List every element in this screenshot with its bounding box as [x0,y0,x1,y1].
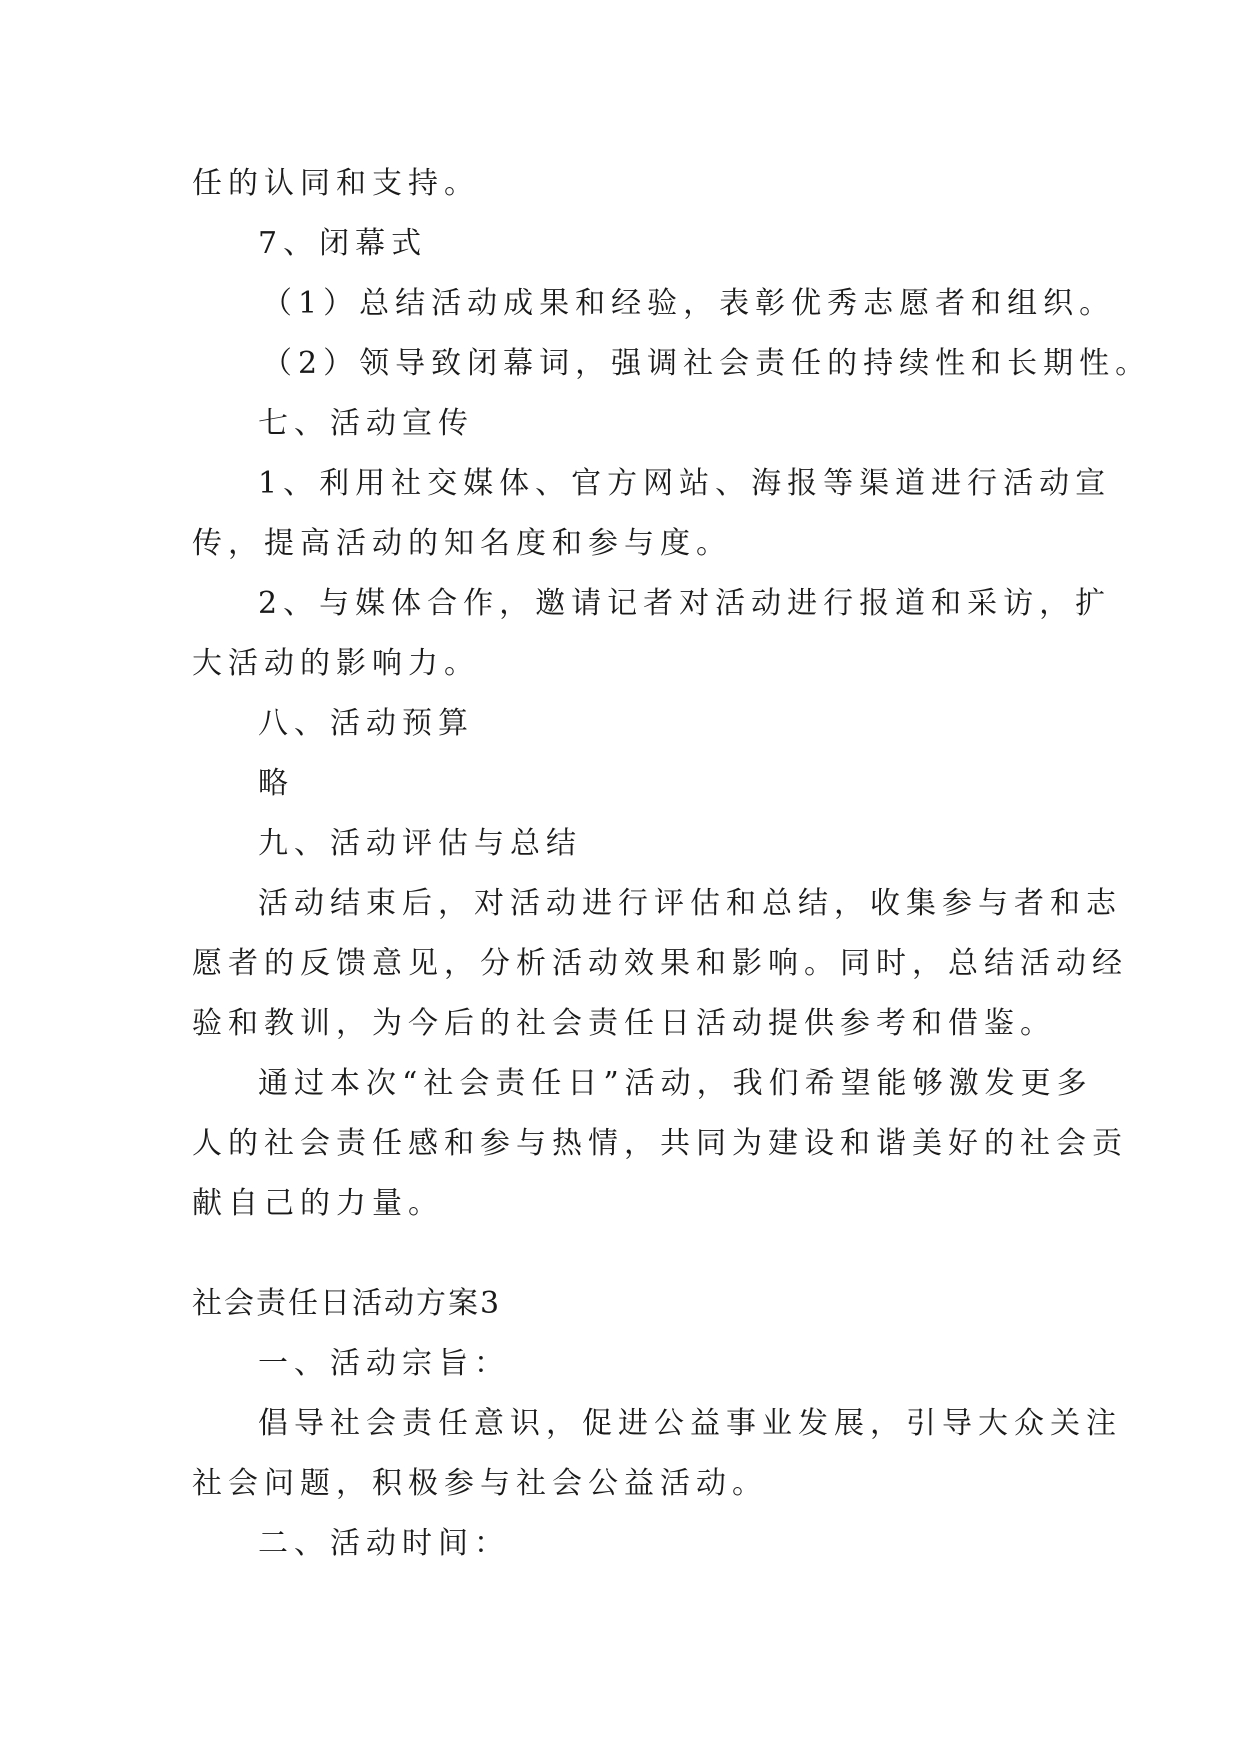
paragraph-line: 大活动的影响力。 [192,646,480,681]
paragraph-line: 人的社会责任感和参与热情，共同为建设和谐美好的社会贡 [192,1126,1128,1161]
list-item: （1）总结活动成果和经验，表彰优秀志愿者和组织。 [262,286,1116,321]
paragraph-line: 活动结束后，对活动进行评估和总结，收集参与者和志 [258,886,1122,921]
paragraph-line: 1、利用社交媒体、官方网站、海报等渠道进行活动宣 [258,466,1112,501]
section-heading: 七、活动宣传 [258,406,474,441]
section-item-heading: 7、闭幕式 [258,226,428,261]
paragraph-line: 验和教训，为今后的社会责任日活动提供参考和借鉴。 [192,1006,1056,1041]
list-item: （2）领导致闭幕词，强调社会责任的持续性和长期性。 [262,346,1152,381]
section-heading: 八、活动预算 [258,706,474,741]
section-heading: 一、活动宗旨： [258,1346,510,1381]
paragraph-line: 传，提高活动的知名度和参与度。 [192,526,732,561]
paragraph-line: 献自己的力量。 [192,1186,444,1221]
document-title: 社会责任日活动方案3 [192,1286,502,1321]
paragraph-line: 社会问题，积极参与社会公益活动。 [192,1466,768,1501]
paragraph-line: 愿者的反馈意见，分析活动效果和影响。同时，总结活动经 [192,946,1128,981]
section-heading: 九、活动评估与总结 [258,826,582,861]
paragraph-line: 略 [258,766,294,801]
paragraph-line: 任的认同和支持。 [192,166,480,201]
section-heading: 二、活动时间： [258,1526,510,1561]
paragraph-line: 通过本次“社会责任日”活动，我们希望能够激发更多 [258,1066,1093,1101]
paragraph-line: 倡导社会责任意识，促进公益事业发展，引导大众关注 [258,1406,1122,1441]
paragraph-line: 2、与媒体合作，邀请记者对活动进行报道和采访，扩 [258,586,1112,621]
